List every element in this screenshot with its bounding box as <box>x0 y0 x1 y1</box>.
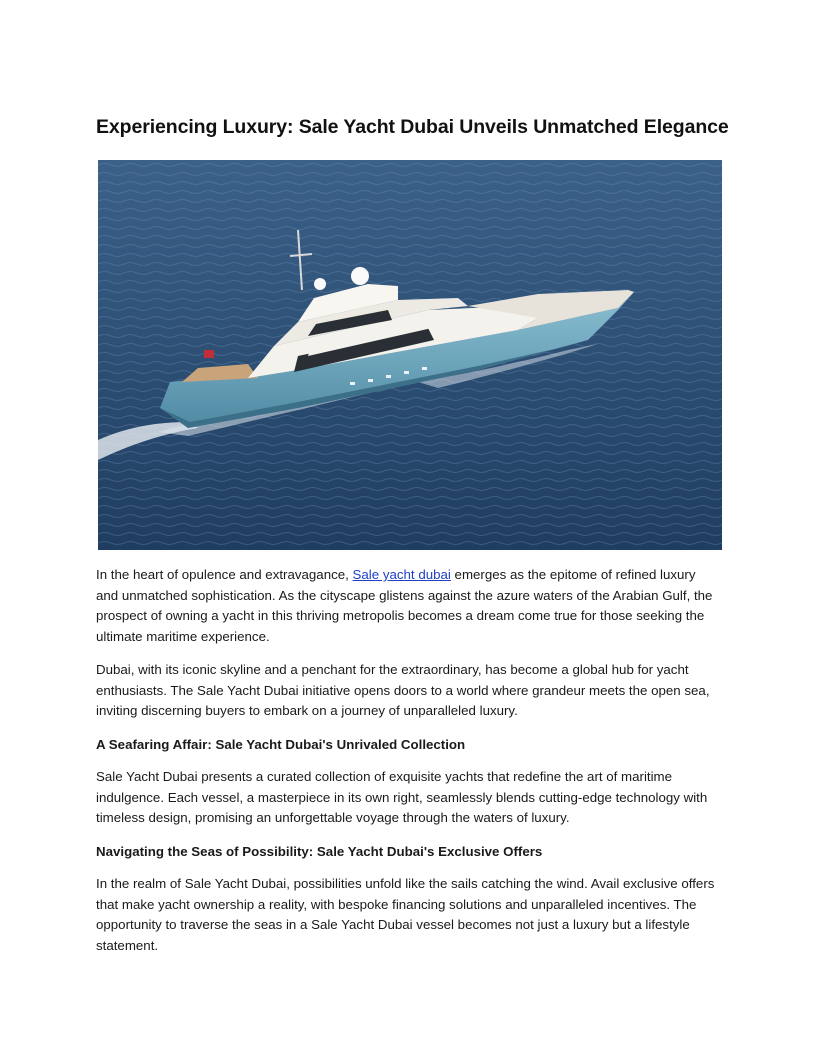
sale-yacht-dubai-link[interactable]: Sale yacht dubai <box>352 567 451 582</box>
paragraph-dubai-hub: Dubai, with its iconic skyline and a penchant for the extraordinary, has become a global hub for yacht enthusiasts. The Sale Yacht Dubai initiative opens doors to a world where grandeur meets the open sea, inviting discerning buyers to embark on a journey of unparalleled luxury. <box>96 662 710 718</box>
section-heading-collection: A Seafaring Affair: Sale Yacht Dubai's Unrivaled Collection <box>96 736 466 752</box>
paragraph-intro-rest: emerges as the epitome of refined luxury and unmatched sophistication. As the cityscape glistens against the azure waters of the Arabian Gulf, the prospect of owning a yacht in this thriving metropolis becomes a dream come true for those seeking the ultimate maritime experience. <box>96 567 713 644</box>
paragraph-intro <box>96 565 721 647</box>
paragraph-intro-lead: In the heart of opulence and extravagance, <box>96 567 353 582</box>
article-body <box>96 565 721 969</box>
paragraph-offers: In the realm of Sale Yacht Dubai, possibilities unfold like the sails catching the wind. Avail exclusive offers that make yacht ownership a reality, with bespoke financing solutions and unparalleled incentives. The opportunity to traverse the seas in a Sale Yacht Dubai vessel becomes not just a luxury but a lifestyle statement. <box>96 876 715 953</box>
yacht-photo <box>98 160 722 550</box>
article-title: Experiencing Luxury: Sale Yacht Dubai Unveils Unmatched Elegance <box>96 116 729 138</box>
section-heading-offers: Navigating the Seas of Possibility: Sale Yacht Dubai's Exclusive Offers <box>96 843 543 859</box>
paragraph-collection: Sale Yacht Dubai presents a curated collection of exquisite yachts that redefine the art of maritime indulgence. Each vessel, a masterpiece in its own right, seamlessly blends cutting-edge technology with timeless design, promising an unforgettable voyage through the waters of luxury. <box>96 769 708 825</box>
